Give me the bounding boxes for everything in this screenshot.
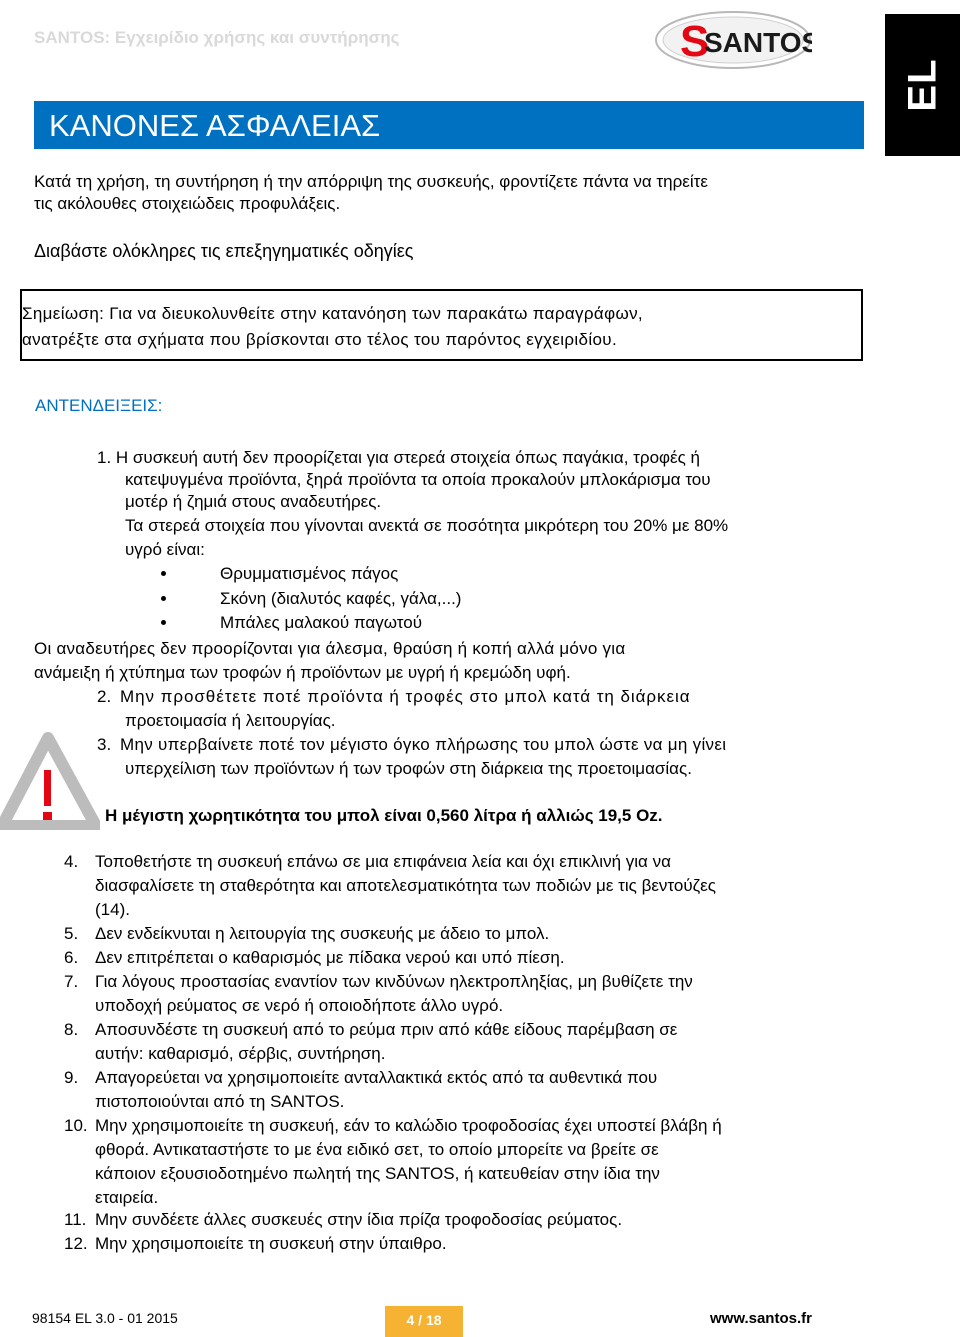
list-item-line: διασφαλίσετε τη σταθερότητα και αποτελεσματικότητα των ποδιών με τις βεντούζες xyxy=(95,876,716,895)
page-number-badge xyxy=(385,1306,463,1337)
read-instructions: Διαβάστε ολόκληρες τις επεξηγηματικές οδηγίες xyxy=(34,241,414,261)
section-banner xyxy=(34,101,864,149)
note-line: ανατρέξτε στα σχήματα που βρίσκονται στο τέλος του παρόντος εγχειριδίου. xyxy=(22,330,618,349)
bullet-item: Σκόνη (διαλυτός καφές, γάλα,...) xyxy=(220,589,462,608)
item-number: 7. xyxy=(64,972,79,991)
website-link[interactable]: www.santos.fr xyxy=(710,1310,812,1327)
item-1-line: κατεψυγμένα προϊόντα, ξηρά προϊόντα τα οποία προκαλούν μπλοκάρισμα του xyxy=(125,470,711,489)
list-item-line: κάποιον εξουσιοδοτημένο πωλητή της SANTOS, ή κατευθείαν στην ίδια την xyxy=(95,1164,660,1183)
list-item-line: πιστοποιούνται από τη SANTOS. xyxy=(95,1092,345,1111)
bullet-dot xyxy=(161,596,166,601)
language-code: EL xyxy=(900,58,944,112)
section-title: ΚΑΝΟΝΕΣ ΑΣΦΑΛΕΙΑΣ xyxy=(49,108,381,143)
bullet-dot xyxy=(161,571,166,576)
item-number: 2. xyxy=(97,687,112,706)
list-item-line: εταιρεία. xyxy=(95,1188,159,1207)
list-item-line: Μην χρησιμοποιείτε τη συσκευή, εάν το καλώδιο τροφοδοσίας έχει υποστεί βλάβη ή xyxy=(95,1116,722,1135)
warning-triangle-icon xyxy=(0,732,100,830)
item-number: 12. xyxy=(64,1234,88,1253)
list-item-line: Δεν επιτρέπεται ο καθαρισμός με πίδακα νερού και υπό πίεση. xyxy=(95,948,565,967)
item-3-line: Μην υπερβαίνετε ποτέ τον μέγιστο όγκο πλήρωσης του μπολ ώστε να μη γίνει xyxy=(120,735,727,754)
item-1-line: μοτέρ ή ζημιά στους αναδευτήρες. xyxy=(125,492,382,511)
agitators-line: Οι αναδευτήρες δεν προορίζονται για άλεσμα, θραύση ή κοπή αλλά μόνο για xyxy=(34,639,626,658)
agitators-line: ανάμειξη ή χτύπημα των τροφών ή προϊόντων με υγρή ή κρεμώδη υφή. xyxy=(34,663,571,682)
item-number: 3. xyxy=(97,735,112,754)
contraindications-heading: ΑΝΤΕΝΔΕΙΞΕΙΣ: xyxy=(35,396,163,415)
list-item-line: Μην χρησιμοποιείτε τη συσκευή στην ύπαιθρο. xyxy=(95,1234,447,1253)
svg-text:S: S xyxy=(680,17,710,66)
list-item-line: Αποσυνδέστε τη συσκευή από το ρεύμα πριν από κάθε είδους παρέμβαση σε xyxy=(95,1020,678,1039)
svg-text:SANTOS: SANTOS xyxy=(704,27,812,58)
item-number: 4. xyxy=(64,852,79,871)
note-line: Σημείωση: Για να διευκολυνθείτε στην κατανόηση των παρακάτω παραγράφων, xyxy=(22,304,643,323)
list-item-line: φθορά. Αντικαταστήστε το με ένα ειδικό σετ, το οποίο μπορείτε να βρείτε σε xyxy=(95,1140,659,1159)
list-item-line: Για λόγους προστασίας εναντίον των κινδύνων ηλεκτροπληξίας, μη βυθίζετε την xyxy=(95,972,693,991)
item-2-line: προετοιμασία ή λειτουργίας. xyxy=(125,711,336,730)
list-item-line: αυτήν: καθαρισμό, σέρβις, συντήρηση. xyxy=(95,1044,386,1063)
document-reference: 98154 EL 3.0 - 01 2015 xyxy=(32,1310,178,1326)
bullet-item: Μπάλες μαλακού παγωτού xyxy=(220,613,423,632)
item-3-line: υπερχείλιση των προϊόντων ή των τροφών στη διάρκεια της προετοιμασίας. xyxy=(125,759,692,778)
language-tab xyxy=(885,14,960,156)
item-number: 8. xyxy=(64,1020,79,1039)
item-number: 9. xyxy=(64,1068,79,1087)
note-box xyxy=(20,289,863,361)
max-capacity-warning: Η μέγιστη χωρητικότητα του μπολ είναι 0,560 λίτρα ή αλλιώς 19,5 Oz. xyxy=(105,806,663,825)
item-number: 6. xyxy=(64,948,79,967)
intro-line: τις ακόλουθες στοιχειώδεις προφυλάξεις. xyxy=(34,194,341,213)
item-2-line: Μην προσθέτετε ποτέ προϊόντα ή τροφές στο μπολ κατά τη διάρκεια xyxy=(120,687,691,706)
intro-line: Κατά τη χρήση, τη συντήρηση ή την απόρριψη της συσκευής, φροντίζετε πάντα να τηρείτε xyxy=(34,172,708,191)
item-number: 5. xyxy=(64,924,79,943)
running-header: SANTOS: Εγχειρίδιο χρήσης και συντήρησης xyxy=(34,28,400,47)
tolerated-line: Τα στερεά στοιχεία που γίνονται ανεκτά σε ποσότητα μικρότερη του 20% με 80% xyxy=(125,516,729,535)
list-item-line: (14). xyxy=(95,900,130,919)
page-number: 4 / 18 xyxy=(406,1312,442,1328)
santos-logo xyxy=(654,10,812,70)
item-1-line: 1. Η συσκευή αυτή δεν προορίζεται για στερεά στοιχεία όπως παγάκια, τροφές ή xyxy=(97,448,700,467)
list-item-line: Δεν ενδείκνυται η λειτουργία της συσκευής με άδειο το μπολ. xyxy=(95,924,550,943)
item-number: 10. xyxy=(64,1116,88,1135)
bullet-item: Θρυμματισμένος πάγος xyxy=(220,564,399,583)
item-number: 11. xyxy=(64,1210,87,1229)
list-item-line: υποδοχή ρεύματος σε νερό ή οποιοδήποτε άλλο υγρό. xyxy=(95,996,504,1015)
list-item-line: Τοποθετήστε τη συσκευή επάνω σε μια επιφάνεια λεία και όχι επικλινή για να xyxy=(95,852,671,871)
list-item-line: Απαγορεύεται να χρησιμοποιείτε ανταλλακτικά εκτός από τα αυθεντικά που xyxy=(95,1068,658,1087)
list-item-line: Μην συνδέετε άλλες συσκευές στην ίδια πρίζα τροφοδοσίας ρεύματος. xyxy=(95,1210,623,1229)
tolerated-line: υγρό είναι: xyxy=(125,540,205,559)
bullet-dot xyxy=(161,620,166,625)
